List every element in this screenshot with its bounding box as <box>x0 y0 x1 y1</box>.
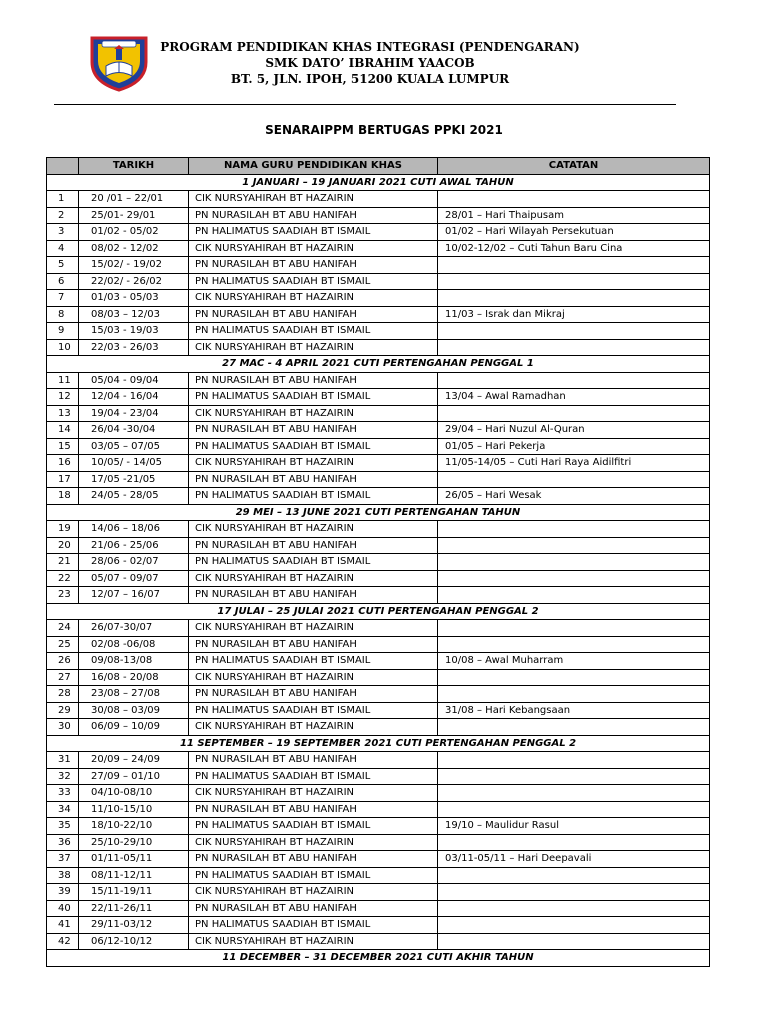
row-number: 35 <box>47 818 79 835</box>
row-teacher-name: CIK NURSYAHIRAH BT HAZAIRIN <box>189 834 438 851</box>
row-date: 08/02 - 12/02 <box>79 240 189 257</box>
table-row <box>47 653 710 670</box>
table-row <box>47 686 710 703</box>
row-note <box>438 620 710 637</box>
row-number: 8 <box>47 306 79 323</box>
table-row <box>47 636 710 653</box>
row-number: 36 <box>47 834 79 851</box>
row-note <box>438 471 710 488</box>
row-date: 28/06 - 02/07 <box>79 554 189 571</box>
row-date: 12/07 – 16/07 <box>79 587 189 604</box>
row-number: 33 <box>47 785 79 802</box>
row-number: 41 <box>47 917 79 934</box>
row-date: 22/03 - 26/03 <box>79 339 189 356</box>
row-note <box>438 323 710 340</box>
row-note <box>438 191 710 208</box>
table-row <box>47 224 710 241</box>
row-note <box>438 834 710 851</box>
row-number: 21 <box>47 554 79 571</box>
row-teacher-name: PN NURASILAH BT ABU HANIFAH <box>189 801 438 818</box>
table-row <box>47 372 710 389</box>
row-number: 30 <box>47 719 79 736</box>
table-row <box>47 422 710 439</box>
holiday-row <box>47 735 710 752</box>
row-note: 13/04 – Awal Ramadhan <box>438 389 710 406</box>
holiday-row <box>47 950 710 967</box>
table-row <box>47 488 710 505</box>
row-teacher-name: PN HALIMATUS SAADIAH BT ISMAIL <box>189 867 438 884</box>
row-number: 40 <box>47 900 79 917</box>
row-date: 29/11-03/12 <box>79 917 189 934</box>
row-note <box>438 768 710 785</box>
table-row <box>47 834 710 851</box>
row-teacher-name: PN HALIMATUS SAADIAH BT ISMAIL <box>189 917 438 934</box>
row-date: 03/05 – 07/05 <box>79 438 189 455</box>
row-teacher-name: PN NURASILAH BT ABU HANIFAH <box>189 851 438 868</box>
row-teacher-name: PN HALIMATUS SAADIAH BT ISMAIL <box>189 273 438 290</box>
row-note <box>438 917 710 934</box>
row-teacher-name: PN NURASILAH BT ABU HANIFAH <box>189 372 438 389</box>
row-number: 27 <box>47 669 79 686</box>
row-note <box>438 636 710 653</box>
row-number: 42 <box>47 933 79 950</box>
row-note: 19/10 – Maulidur Rasul <box>438 818 710 835</box>
table-row <box>47 702 710 719</box>
row-number: 12 <box>47 389 79 406</box>
row-teacher-name: CIK NURSYAHIRAH BT HAZAIRIN <box>189 884 438 901</box>
row-teacher-name: CIK NURSYAHIRAH BT HAZAIRIN <box>189 570 438 587</box>
row-date: 02/08 -06/08 <box>79 636 189 653</box>
row-date: 06/12-10/12 <box>79 933 189 950</box>
row-date: 27/09 – 01/10 <box>79 768 189 785</box>
header-line-address: BT. 5, JLN. IPOH, 51200 KUALA LUMPUR <box>230 72 510 86</box>
row-note: 26/05 – Hari Wesak <box>438 488 710 505</box>
row-note: 11/05-14/05 – Cuti Hari Raya Aidilfitri <box>438 455 710 472</box>
row-teacher-name: PN NURASILAH BT ABU HANIFAH <box>189 900 438 917</box>
row-note <box>438 537 710 554</box>
row-teacher-name: CIK NURSYAHIRAH BT HAZAIRIN <box>189 339 438 356</box>
table-row <box>47 570 710 587</box>
row-number: 38 <box>47 867 79 884</box>
header-line-school: SMK DATO’ IBRAHIM YAACOB <box>265 56 475 70</box>
row-date: 05/07 - 09/07 <box>79 570 189 587</box>
row-number: 17 <box>47 471 79 488</box>
table-row <box>47 537 710 554</box>
row-date: 15/03 - 19/03 <box>79 323 189 340</box>
row-number: 28 <box>47 686 79 703</box>
holiday-label: 1 JANUARI – 19 JANUARI 2021 CUTI AWAL TAHUN <box>47 174 710 191</box>
table-row <box>47 801 710 818</box>
table-row <box>47 818 710 835</box>
row-note <box>438 801 710 818</box>
row-note <box>438 587 710 604</box>
row-date: 12/04 - 16/04 <box>79 389 189 406</box>
row-number: 7 <box>47 290 79 307</box>
col-header-number <box>47 158 79 175</box>
row-date: 25/01- 29/01 <box>79 207 189 224</box>
table-row <box>47 851 710 868</box>
table-row <box>47 438 710 455</box>
row-teacher-name: CIK NURSYAHIRAH BT HAZAIRIN <box>189 719 438 736</box>
holiday-label: 11 DECEMBER – 31 DECEMBER 2021 CUTI AKHIR TAHUN <box>47 950 710 967</box>
holiday-label: 29 MEI – 13 JUNE 2021 CUTI PERTENGAHAN TAHUN <box>47 504 710 521</box>
row-note <box>438 570 710 587</box>
row-teacher-name: PN NURASILAH BT ABU HANIFAH <box>189 752 438 769</box>
col-header-teacher: NAMA GURU PENDIDIKAN KHAS <box>189 158 438 175</box>
table-row <box>47 752 710 769</box>
row-teacher-name: CIK NURSYAHIRAH BT HAZAIRIN <box>189 405 438 422</box>
table-row <box>47 405 710 422</box>
table-row <box>47 389 710 406</box>
row-date: 20/09 – 24/09 <box>79 752 189 769</box>
row-teacher-name: PN HALIMATUS SAADIAH BT ISMAIL <box>189 702 438 719</box>
row-teacher-name: PN HALIMATUS SAADIAH BT ISMAIL <box>189 818 438 835</box>
row-note <box>438 257 710 274</box>
table-row <box>47 768 710 785</box>
row-date: 15/02/ - 19/02 <box>79 257 189 274</box>
table-row <box>47 669 710 686</box>
header-divider <box>54 104 676 105</box>
row-date: 10/05/ - 14/05 <box>79 455 189 472</box>
row-teacher-name: PN NURASILAH BT ABU HANIFAH <box>189 257 438 274</box>
row-teacher-name: CIK NURSYAHIRAH BT HAZAIRIN <box>189 933 438 950</box>
row-number: 37 <box>47 851 79 868</box>
row-note <box>438 785 710 802</box>
table-row <box>47 306 710 323</box>
row-number: 4 <box>47 240 79 257</box>
table-row <box>47 900 710 917</box>
row-date: 11/10-15/10 <box>79 801 189 818</box>
row-note: 28/01 – Hari Thaipusam <box>438 207 710 224</box>
row-date: 09/08-13/08 <box>79 653 189 670</box>
row-note <box>438 290 710 307</box>
row-number: 34 <box>47 801 79 818</box>
row-note <box>438 405 710 422</box>
row-teacher-name: PN NURASILAH BT ABU HANIFAH <box>189 537 438 554</box>
school-crest-logo <box>86 32 152 92</box>
row-number: 24 <box>47 620 79 637</box>
row-teacher-name: PN NURASILAH BT ABU HANIFAH <box>189 587 438 604</box>
row-teacher-name: CIK NURSYAHIRAH BT HAZAIRIN <box>189 620 438 637</box>
row-note <box>438 554 710 571</box>
table-row <box>47 933 710 950</box>
row-date: 01/11-05/11 <box>79 851 189 868</box>
row-date: 23/08 – 27/08 <box>79 686 189 703</box>
table-row <box>47 867 710 884</box>
holiday-label: 11 SEPTEMBER – 19 SEPTEMBER 2021 CUTI PERTENGAHAN PENGGAL 2 <box>47 735 710 752</box>
holiday-row <box>47 174 710 191</box>
row-note: 31/08 – Hari Kebangsaan <box>438 702 710 719</box>
table-row <box>47 917 710 934</box>
row-teacher-name: PN HALIMATUS SAADIAH BT ISMAIL <box>189 653 438 670</box>
row-date: 01/02 - 05/02 <box>79 224 189 241</box>
row-date: 26/07-30/07 <box>79 620 189 637</box>
row-number: 29 <box>47 702 79 719</box>
row-date: 22/11-26/11 <box>79 900 189 917</box>
row-date: 24/05 - 28/05 <box>79 488 189 505</box>
row-teacher-name: PN NURASILAH BT ABU HANIFAH <box>189 306 438 323</box>
table-row <box>47 240 710 257</box>
row-number: 3 <box>47 224 79 241</box>
row-date: 01/03 - 05/03 <box>79 290 189 307</box>
row-date: 18/10-22/10 <box>79 818 189 835</box>
row-date: 25/10-29/10 <box>79 834 189 851</box>
header-line-program: PROGRAM PENDIDIKAN KHAS INTEGRASI (PENDENGARAN) <box>160 40 580 54</box>
row-note: 03/11-05/11 – Hari Deepavali <box>438 851 710 868</box>
row-number: 6 <box>47 273 79 290</box>
table-row <box>47 273 710 290</box>
row-number: 14 <box>47 422 79 439</box>
table-row <box>47 471 710 488</box>
table-row <box>47 257 710 274</box>
row-date: 26/04 -30/04 <box>79 422 189 439</box>
holiday-label: 17 JULAI – 25 JULAI 2021 CUTI PERTENGAHAN PENGGAL 2 <box>47 603 710 620</box>
table-row <box>47 191 710 208</box>
row-number: 16 <box>47 455 79 472</box>
row-teacher-name: CIK NURSYAHIRAH BT HAZAIRIN <box>189 290 438 307</box>
row-teacher-name: CIK NURSYAHIRAH BT HAZAIRIN <box>189 669 438 686</box>
row-note <box>438 752 710 769</box>
row-note <box>438 900 710 917</box>
row-number: 15 <box>47 438 79 455</box>
row-note: 11/03 – Israk dan Mikraj <box>438 306 710 323</box>
col-header-date: TARIKH <box>79 158 189 175</box>
holiday-row <box>47 504 710 521</box>
col-header-notes: CATATAN <box>438 158 710 175</box>
row-note <box>438 933 710 950</box>
row-number: 10 <box>47 339 79 356</box>
row-teacher-name: PN NURASILAH BT ABU HANIFAH <box>189 686 438 703</box>
row-teacher-name: PN HALIMATUS SAADIAH BT ISMAIL <box>189 554 438 571</box>
row-teacher-name: PN NURASILAH BT ABU HANIFAH <box>189 471 438 488</box>
table-row <box>47 554 710 571</box>
row-number: 22 <box>47 570 79 587</box>
row-number: 19 <box>47 521 79 538</box>
table-body <box>47 174 710 966</box>
row-note: 29/04 – Hari Nuzul Al-Quran <box>438 422 710 439</box>
row-note <box>438 686 710 703</box>
row-number: 25 <box>47 636 79 653</box>
row-note <box>438 669 710 686</box>
table-row <box>47 719 710 736</box>
row-teacher-name: PN HALIMATUS SAADIAH BT ISMAIL <box>189 768 438 785</box>
row-teacher-name: CIK NURSYAHIRAH BT HAZAIRIN <box>189 455 438 472</box>
row-teacher-name: PN HALIMATUS SAADIAH BT ISMAIL <box>189 488 438 505</box>
page-title: SENARAIPPM BERTUGAS PPKI 2021 <box>265 123 503 137</box>
row-date: 21/06 - 25/06 <box>79 537 189 554</box>
row-teacher-name: CIK NURSYAHIRAH BT HAZAIRIN <box>189 191 438 208</box>
row-number: 11 <box>47 372 79 389</box>
row-teacher-name: CIK NURSYAHIRAH BT HAZAIRIN <box>189 521 438 538</box>
row-note <box>438 719 710 736</box>
row-note: 10/08 – Awal Muharram <box>438 653 710 670</box>
row-number: 32 <box>47 768 79 785</box>
holiday-row <box>47 356 710 373</box>
row-date: 08/03 – 12/03 <box>79 306 189 323</box>
row-teacher-name: PN NURASILAH BT ABU HANIFAH <box>189 422 438 439</box>
holiday-label: 27 MAC - 4 APRIL 2021 CUTI PERTENGAHAN PENGGAL 1 <box>47 356 710 373</box>
table-row <box>47 587 710 604</box>
row-teacher-name: PN HALIMATUS SAADIAH BT ISMAIL <box>189 323 438 340</box>
holiday-row <box>47 603 710 620</box>
table-header-row <box>47 158 710 175</box>
row-teacher-name: CIK NURSYAHIRAH BT HAZAIRIN <box>189 785 438 802</box>
row-date: 08/11-12/11 <box>79 867 189 884</box>
row-teacher-name: PN HALIMATUS SAADIAH BT ISMAIL <box>189 438 438 455</box>
row-date: 17/05 -21/05 <box>79 471 189 488</box>
row-date: 04/10-08/10 <box>79 785 189 802</box>
table-row <box>47 455 710 472</box>
row-teacher-name: PN NURASILAH BT ABU HANIFAH <box>189 207 438 224</box>
table-row <box>47 323 710 340</box>
row-date: 14/06 – 18/06 <box>79 521 189 538</box>
table-row <box>47 620 710 637</box>
row-teacher-name: PN HALIMATUS SAADIAH BT ISMAIL <box>189 224 438 241</box>
row-number: 23 <box>47 587 79 604</box>
table-row <box>47 207 710 224</box>
duty-schedule-table <box>46 157 710 967</box>
table-row <box>47 339 710 356</box>
row-teacher-name: PN NURASILAH BT ABU HANIFAH <box>189 636 438 653</box>
row-date: 30/08 – 03/09 <box>79 702 189 719</box>
row-date: 19/04 - 23/04 <box>79 405 189 422</box>
row-number: 20 <box>47 537 79 554</box>
row-date: 20 /01 – 22/01 <box>79 191 189 208</box>
row-note <box>438 372 710 389</box>
table-row <box>47 290 710 307</box>
row-number: 39 <box>47 884 79 901</box>
row-number: 18 <box>47 488 79 505</box>
row-number: 1 <box>47 191 79 208</box>
row-note <box>438 339 710 356</box>
row-note <box>438 867 710 884</box>
row-number: 31 <box>47 752 79 769</box>
row-note: 01/05 – Hari Pekerja <box>438 438 710 455</box>
row-date: 22/02/ - 26/02 <box>79 273 189 290</box>
table-row <box>47 785 710 802</box>
row-date: 06/09 – 10/09 <box>79 719 189 736</box>
row-note <box>438 884 710 901</box>
row-number: 13 <box>47 405 79 422</box>
row-date: 16/08 - 20/08 <box>79 669 189 686</box>
row-teacher-name: CIK NURSYAHIRAH BT HAZAIRIN <box>189 240 438 257</box>
row-number: 5 <box>47 257 79 274</box>
row-note <box>438 273 710 290</box>
row-date: 05/04 - 09/04 <box>79 372 189 389</box>
table-row <box>47 521 710 538</box>
row-note: 10/02-12/02 – Cuti Tahun Baru Cina <box>438 240 710 257</box>
row-number: 26 <box>47 653 79 670</box>
row-note: 01/02 – Hari Wilayah Persekutuan <box>438 224 710 241</box>
row-note <box>438 521 710 538</box>
row-number: 9 <box>47 323 79 340</box>
row-date: 15/11-19/11 <box>79 884 189 901</box>
row-number: 2 <box>47 207 79 224</box>
table-row <box>47 884 710 901</box>
row-teacher-name: PN HALIMATUS SAADIAH BT ISMAIL <box>189 389 438 406</box>
